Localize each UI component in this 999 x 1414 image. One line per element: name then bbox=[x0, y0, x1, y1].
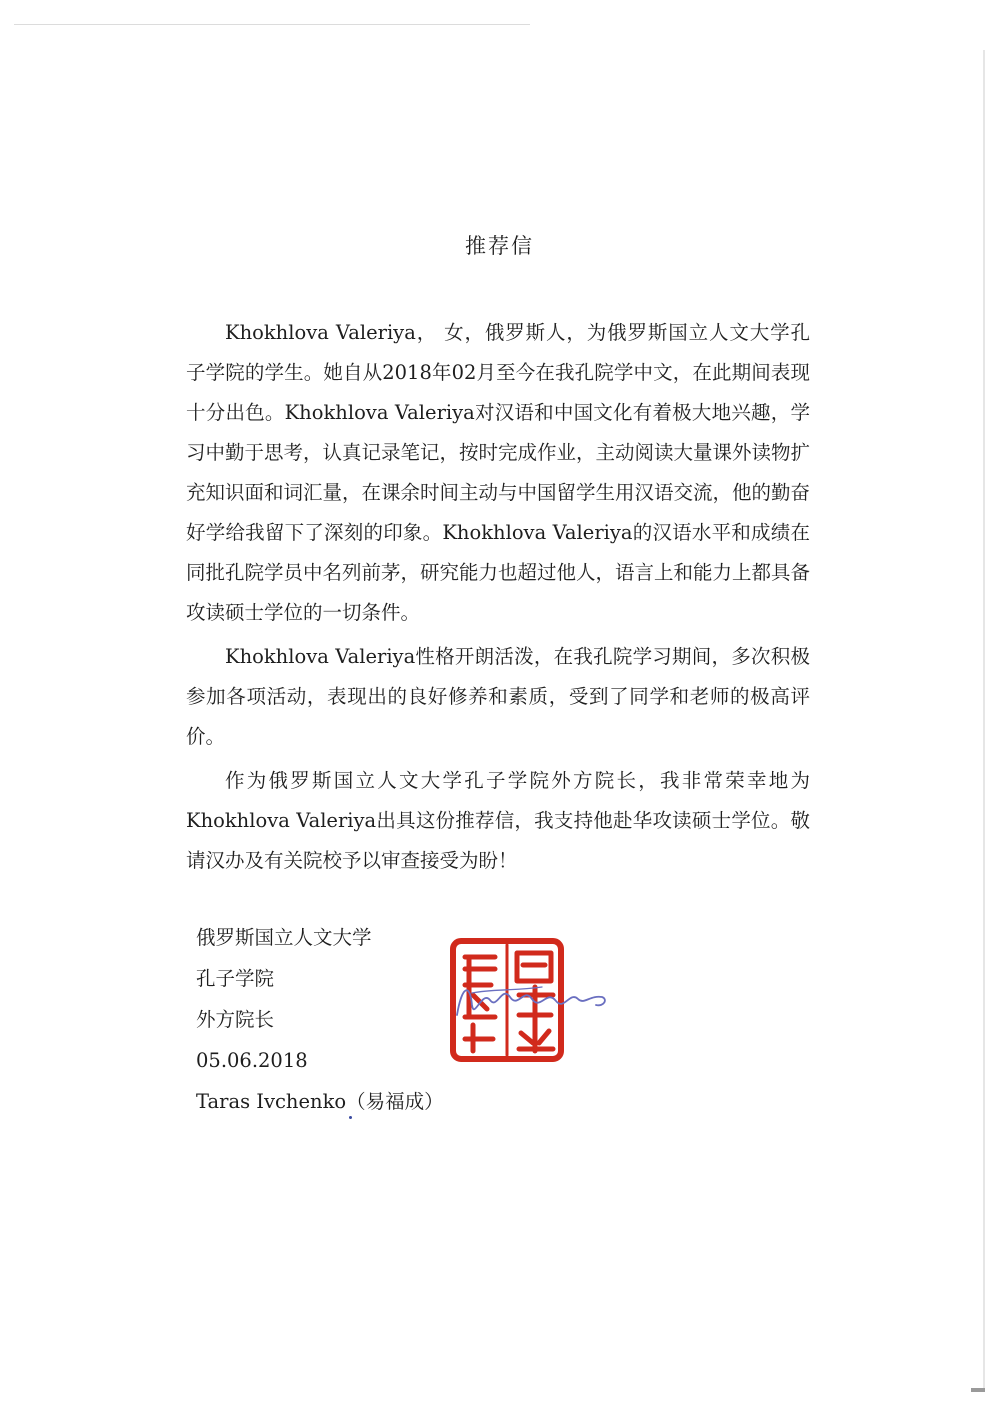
handwritten-signature-icon bbox=[452, 975, 612, 1030]
scan-border-top bbox=[14, 24, 530, 25]
paragraph-2: Khokhlova Valeriya性格开朗活泼，在我孔院学习期间，多次积极参加各项活动，表现出的良好修养和素质，受到了同学和老师的极高评价。 bbox=[186, 645, 810, 748]
signer-institute: 孔子学院 bbox=[196, 967, 275, 990]
scan-corner-mark bbox=[971, 1388, 985, 1392]
signature-block bbox=[196, 917, 444, 1122]
paragraph-1: Khokhlova Valeriya， 女，俄罗斯人，为俄罗斯国立人文大学孔子学院的学生。她自从2018年02月至今在我孔院学中文，在此期间表现十分出色。Khokhlova Valeriya对汉语和中国文化有着极大地兴趣，学习中勤于思考，认真记录笔记，按时完成作业，主动阅读大量课外读物扩充知识面和词汇量，在课余时间主动与中国留学生用汉语交流，他的勤奋好学给我留下了深刻的印象。Khokhlova Valeriya的汉语水平和成绩在同批孔院学员中名列前茅，研究能力也超过他人，语言上和能力上都具备攻读硕士学位的一切条件。 bbox=[186, 321, 811, 624]
signer-name: Taras Ivchenko（易福成） bbox=[196, 1090, 444, 1113]
paragraph-3: 作为俄罗斯国立人文大学孔子学院外方院长，我非常荣幸地为Khokhlova Valeriya出具这份推荐信，我支持他赴华攻读硕士学位。敬请汉办及有关院校予以审查接受为盼！ bbox=[186, 769, 810, 872]
letter-title: 推荐信 bbox=[465, 234, 534, 258]
signer-position: 外方院长 bbox=[196, 1008, 275, 1031]
signature-date: 05.06.2018 bbox=[196, 1049, 308, 1072]
signer-university: 俄罗斯国立人文大学 bbox=[196, 926, 372, 949]
letter-body bbox=[186, 313, 810, 881]
ink-speck bbox=[349, 1116, 352, 1119]
